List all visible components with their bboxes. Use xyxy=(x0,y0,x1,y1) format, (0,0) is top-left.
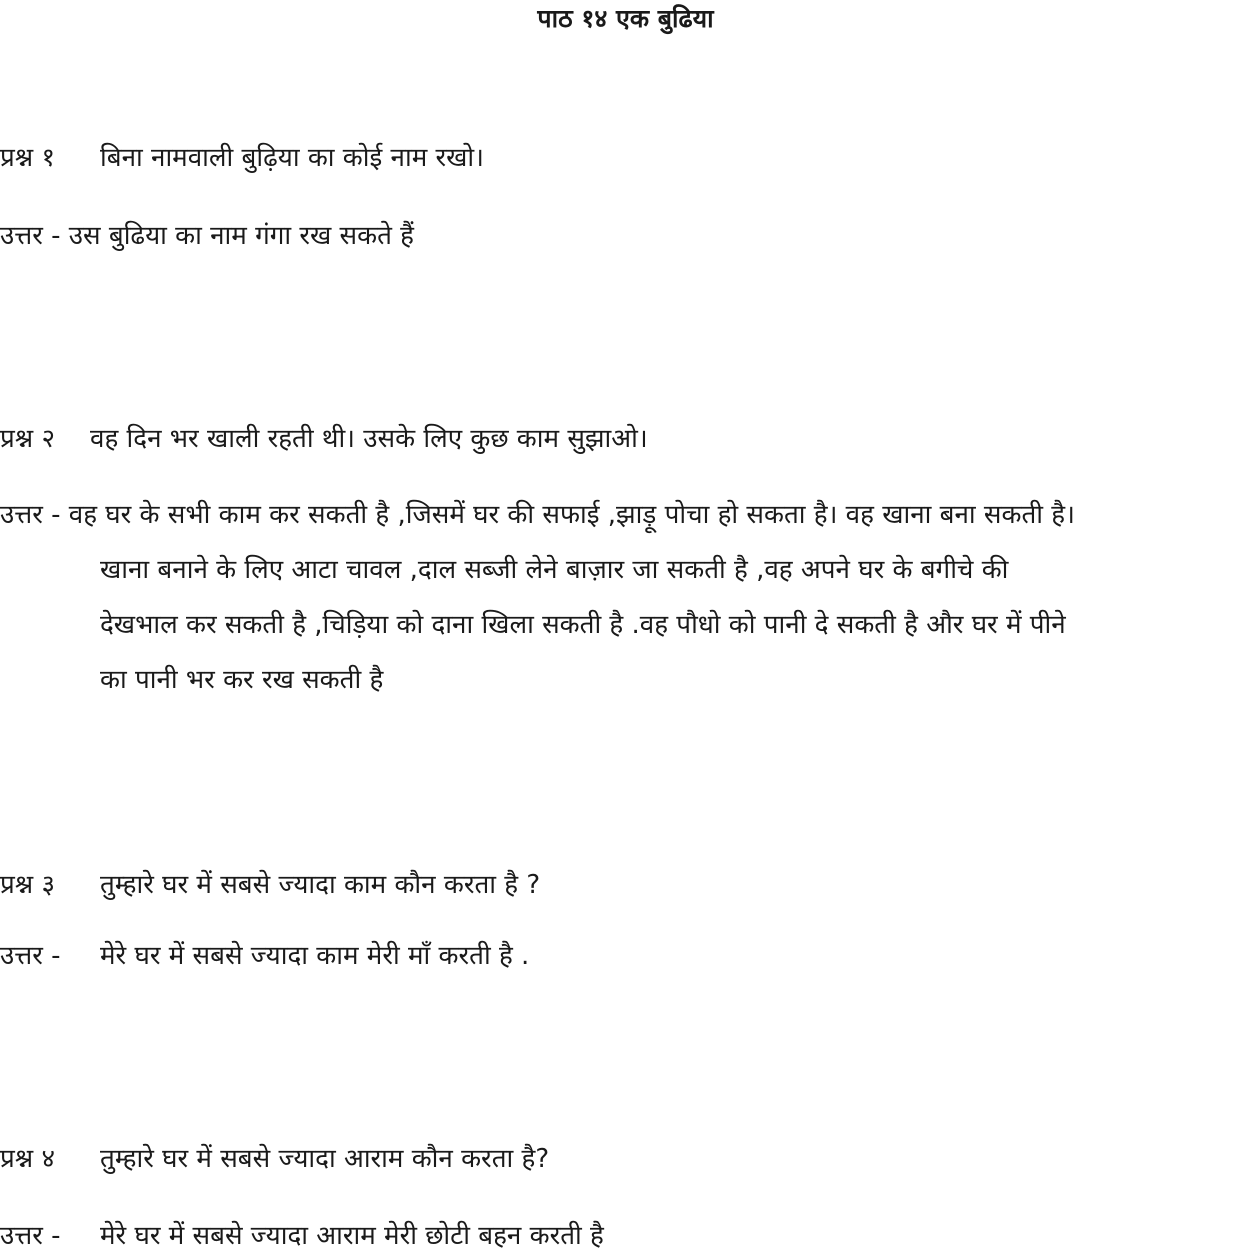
answer-3-text: मेरे घर में सबसे ज्यादा काम मेरी माँ करती है . xyxy=(100,941,530,971)
answer-4-prefix: उत्तर - xyxy=(0,1221,61,1251)
question-2 xyxy=(0,421,648,457)
answer-1-text: उस बुढिया का नाम गंगा रख सकते हैं xyxy=(68,221,414,251)
question-2-text: वह दिन भर खाली रहती थी। उसके लिए कुछ काम सुझाओ। xyxy=(90,424,648,454)
question-4 xyxy=(0,1141,549,1177)
question-4-text: तुम्हारे घर में सबसे ज्यादा आराम कौन करता है? xyxy=(100,1144,550,1174)
answer-3-prefix: उत्तर - xyxy=(0,941,61,971)
question-3-prefix: प्रश्न ३ xyxy=(0,870,55,900)
question-3-text: तुम्हारे घर में सबसे ज्यादा काम कौन करता है ? xyxy=(100,870,541,900)
question-1-prefix: प्रश्न १ xyxy=(0,143,55,173)
answer-1-prefix: उत्तर - xyxy=(0,221,61,251)
answer-1 xyxy=(0,218,414,254)
answer-2-line-1: वह घर के सभी काम कर सकती है ,जिसमें घर की सफाई ,झाड़ू पोचा हो सकता है। वह खाना बना सकती है। xyxy=(68,500,1075,530)
question-1-text: बिना नामवाली बुढ़िया का कोई नाम रखो। xyxy=(100,143,485,173)
question-1 xyxy=(0,140,484,176)
answer-2-line-4: का पानी भर कर रख सकती है xyxy=(100,665,384,695)
answer-2-line-2: खाना बनाने के लिए आटा चावल ,दाल सब्जी लेने बाज़ार जा सकती है ,वह अपने घर के बगीचे की xyxy=(100,555,1009,585)
answer-2 xyxy=(0,497,1075,533)
answer-2-line-3: देखभाल कर सकती है ,चिड़िया को दाना खिला सकती है .वह पौधो को पानी दे सकती है और घर में पीने xyxy=(100,610,1066,640)
question-4-prefix: प्रश्न ४ xyxy=(0,1144,55,1174)
question-2-prefix: प्रश्न २ xyxy=(0,424,55,454)
answer-4 xyxy=(0,1218,604,1254)
answer-4-text: मेरे घर में सबसे ज्यादा आराम मेरी छोटी बहन करती है xyxy=(100,1221,604,1251)
question-3 xyxy=(0,867,540,903)
answer-3 xyxy=(0,938,529,974)
answer-2-prefix: उत्तर - xyxy=(0,500,61,530)
page-title: पाठ १४ एक बुढिया xyxy=(537,4,714,33)
